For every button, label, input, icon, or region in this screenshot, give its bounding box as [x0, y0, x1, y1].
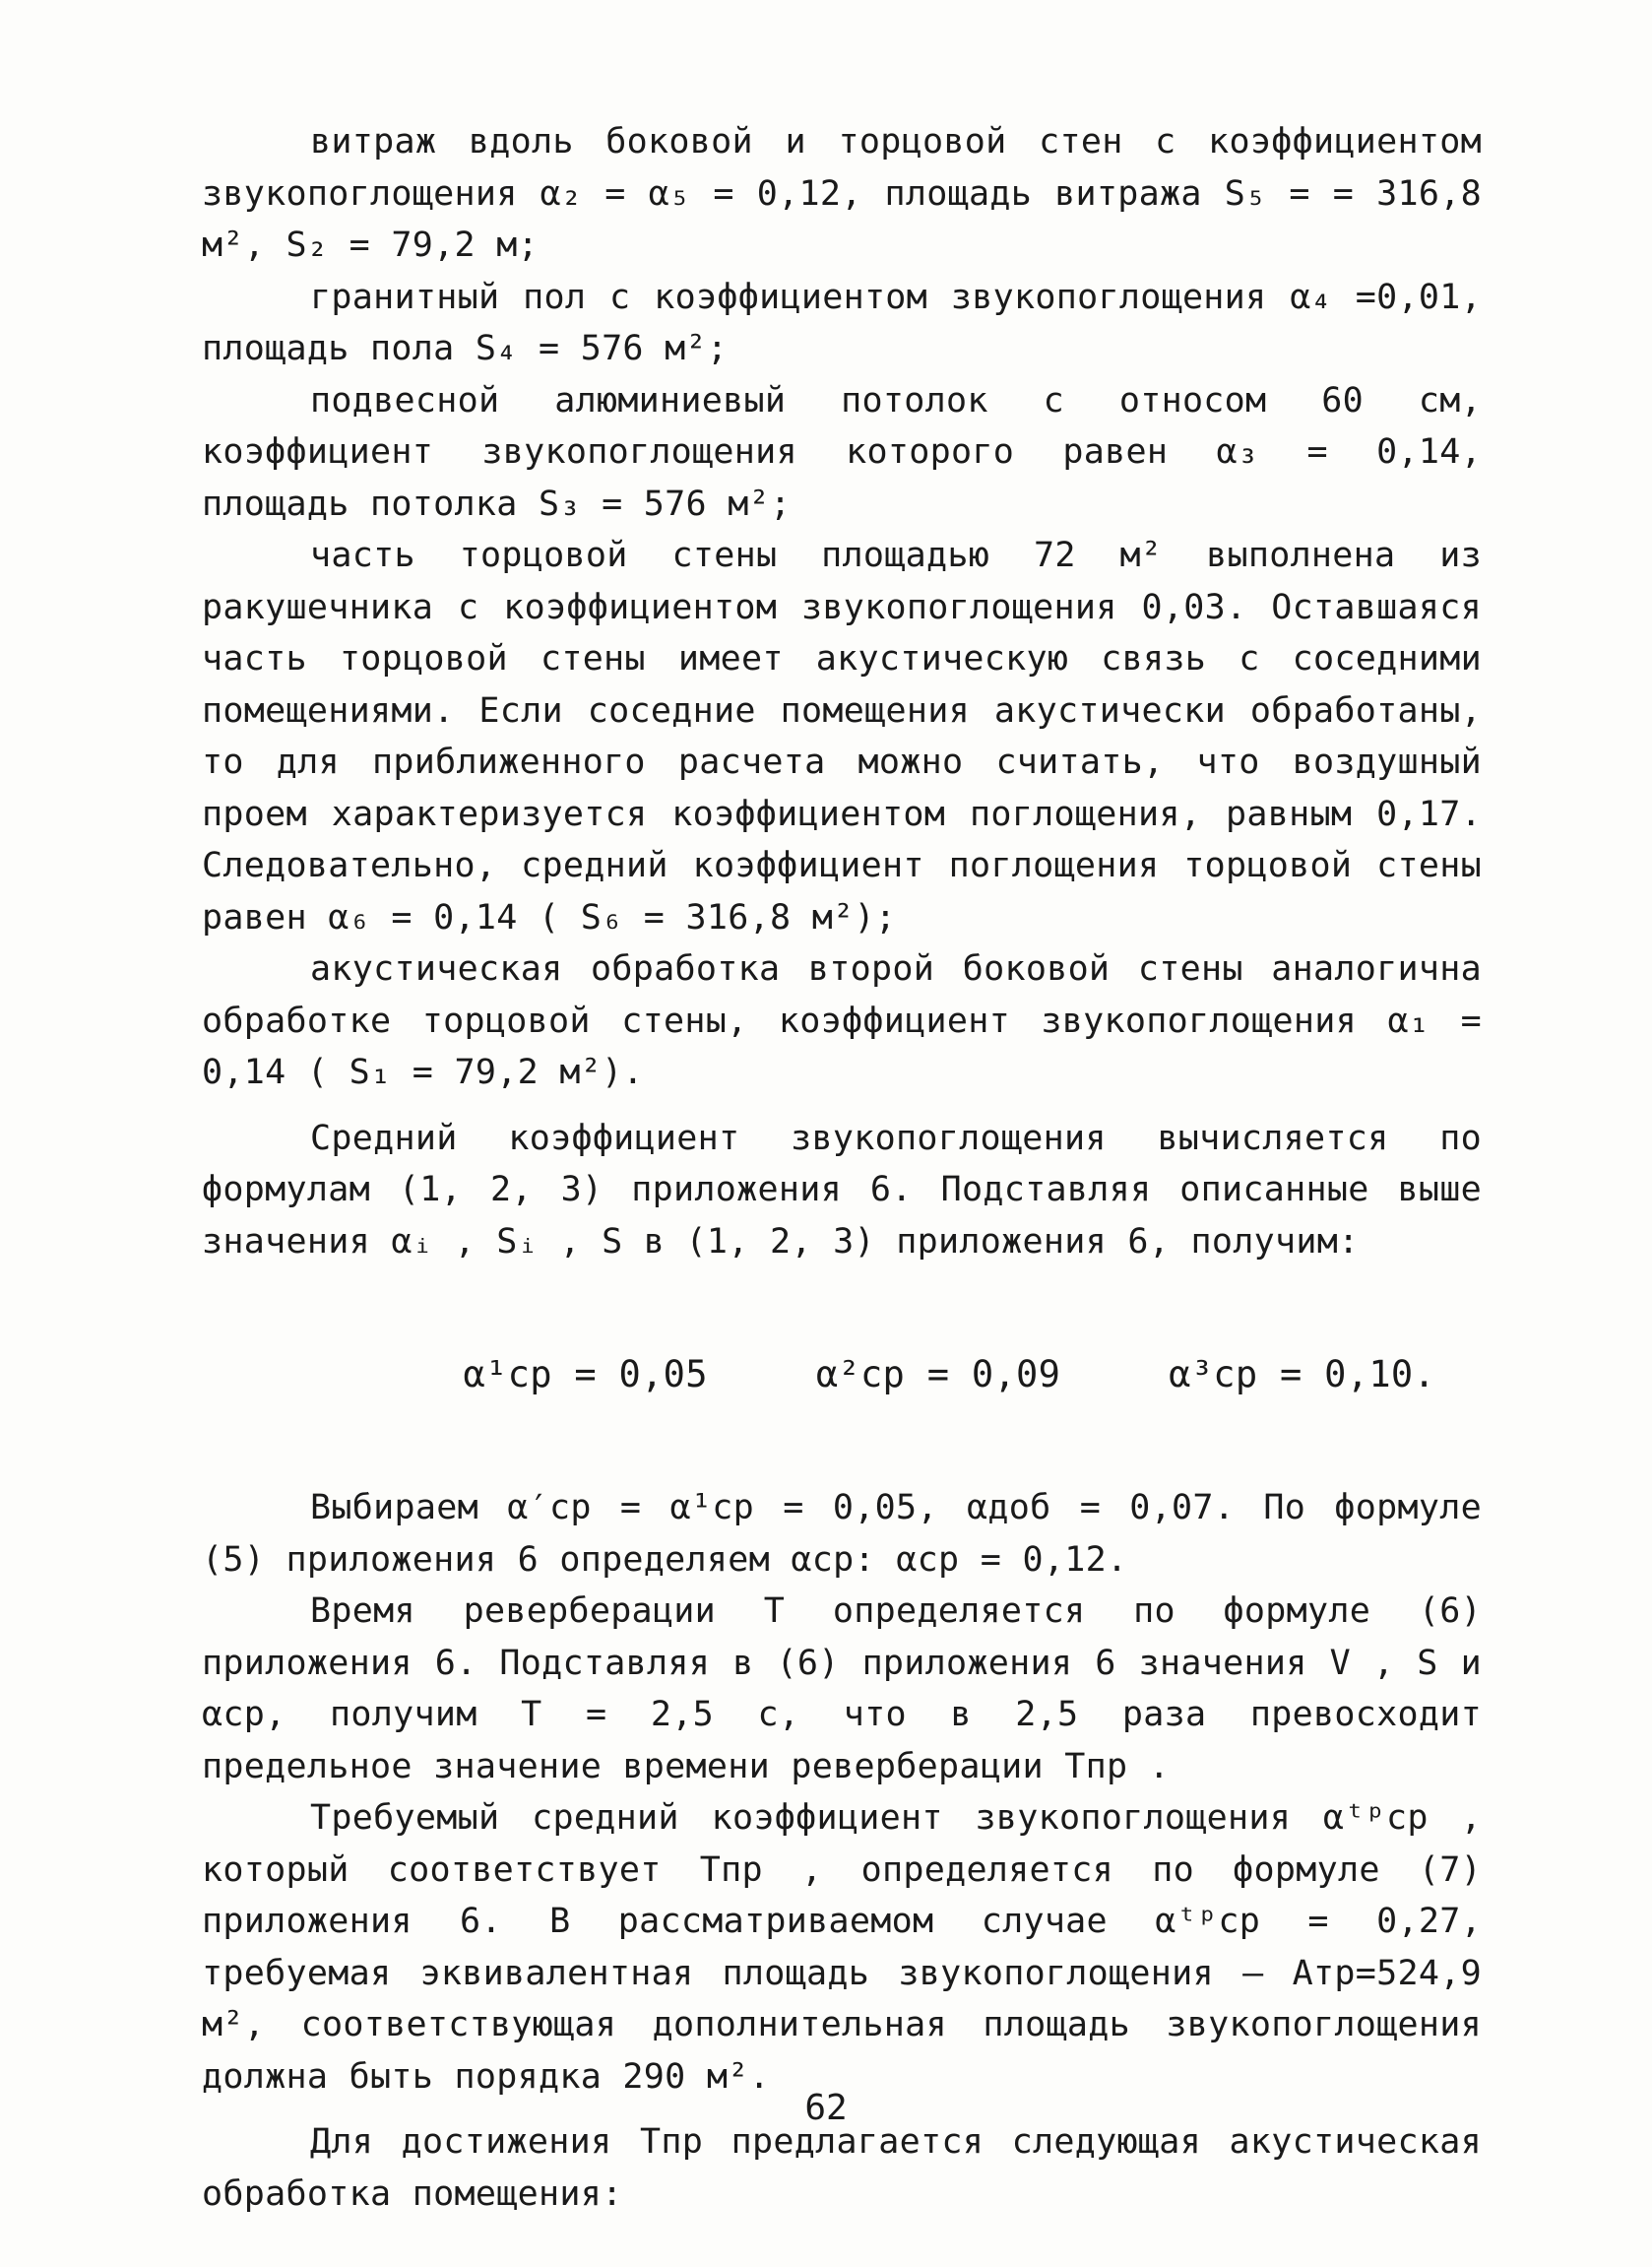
paragraph-7: Выбираем α′ср = α¹ср = 0,05, αдоб = 0,07. По формуле (5) приложения 6 определяем αср: αср = 0,12. — [202, 1488, 1482, 1580]
formula-alpha-3: α³ср = 0,10. — [1169, 1353, 1436, 1395]
page-number: 62 — [804, 2088, 848, 2128]
document-body — [202, 116, 1482, 2220]
paragraph-8: Время реверберации T определяется по формуле (6) приложения 6. Подставляя в (6) приложения 6 значения V , S и αср, получим T = 2,5 с, что в 2,5 раза превосходит предельное значение времени реверберации Tпр . — [202, 1591, 1482, 1786]
paragraph-5: акустическая обработка второй боковой стены аналогична обработке торцовой стены, коэффициент звукопоглощения α₁ = 0,14 ( S₁ = 79,2 м²). — [202, 949, 1482, 1092]
paragraph-9: Требуемый средний коэффициент звукопоглощения αᵗᵖср , который соответствует Tпр , определяется по формуле (7) приложения 6. В рассматриваемом случае αᵗᵖср = 0,27, требуемая эквивалентная площадь звукопоглощения – Aтр=524,9 м², соответствующая дополнительная площадь звукопоглощения должна быть порядка 290 м². — [202, 1798, 1482, 2097]
spacer — [202, 1099, 1482, 1113]
paragraph-2: гранитный пол с коэффициентом звукопоглощения α₄ =0,01, площадь пола S₄ = 576 м²; — [202, 277, 1482, 368]
formula-alpha-2: α²ср = 0,09 — [815, 1353, 1061, 1395]
paragraph-10: Для достижения Tпр предлагается следующая акустическая обработка помещения: — [202, 2122, 1482, 2214]
paragraph-3: подвесной алюминиевый потолок с относом 60 см, коэффициент звукопоглощения которого равен α₃ = 0,14, площадь потолка S₃ = 576 м²; — [202, 380, 1482, 524]
paragraph-6: Средний коэффициент звукопоглощения вычисляется по формулам (1, 2, 3) приложения 6. Подставляя описанные выше значения αᵢ , Sᵢ , S в (1, 2, 3) приложения 6, получим: — [202, 1118, 1482, 1262]
formula-alpha-1: α¹ср = 0,05 — [463, 1353, 708, 1395]
paragraph-4: часть торцовой стены площадью 72 м² выполнена из ракушечника с коэффициентом звукопоглощения 0,03. Оставшаяся часть торцовой стены имеет акустическую связь с соседними помещениями. Если соседние помещения акустически обработаны, то для приближенного расчета можно считать, что воздушный проем характеризуется коэффициентом поглощения, равным 0,17. Следовательно, средний коэффициент поглощения торцовой стены равен α₆ = 0,14 ( S₆ = 316,8 м²); — [202, 536, 1482, 938]
formula-row — [202, 1277, 1482, 1472]
paragraph-1: витраж вдоль боковой и торцовой стен с коэффициентом звукопоглощения α₂ = α₅ = 0,12, площадь витража S₅ = = 316,8 м², S₂ = 79,2 м; — [202, 122, 1482, 265]
